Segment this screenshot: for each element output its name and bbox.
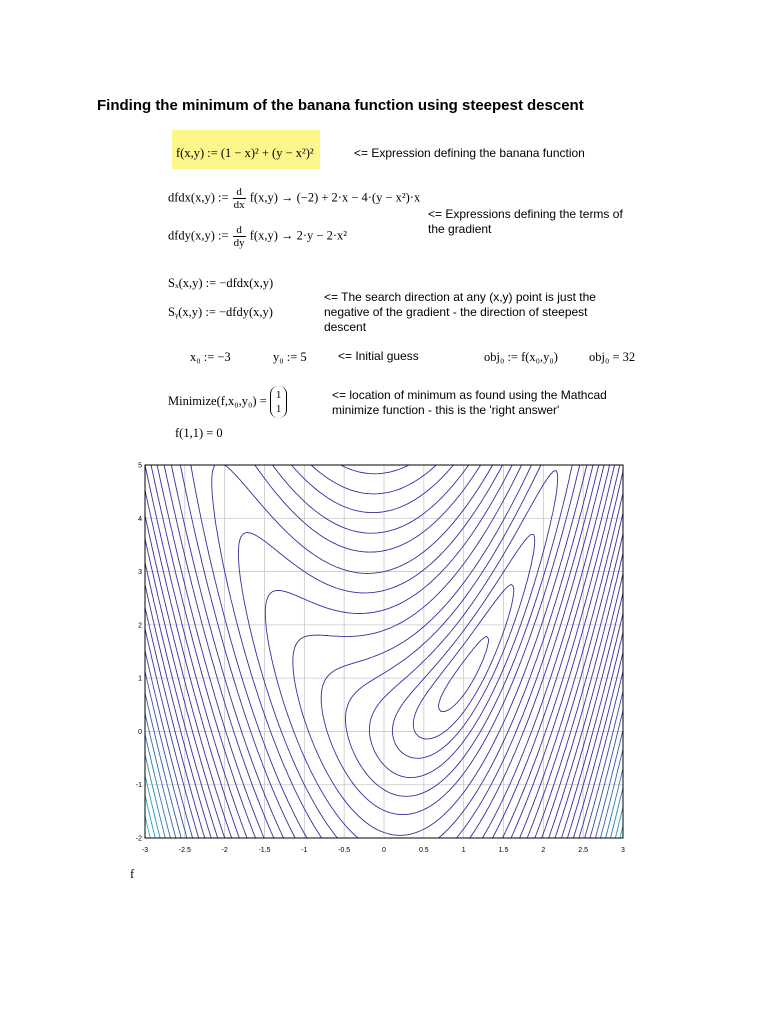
y-tick-label: -2 — [135, 835, 142, 843]
gradient-note: <= Expressions defining the terms of the gradient — [428, 207, 623, 236]
d-num-2: d — [233, 224, 246, 237]
f-def-note: <= Expression defining the banana function — [354, 146, 585, 160]
dfdy-lhs: dfdy(x,y) := — [168, 228, 229, 243]
x-tick-label: -2.5 — [178, 847, 191, 854]
f-def-text: f(x,y) := (1 − x)² + (y − x²)² — [176, 146, 314, 160]
x-tick-label: -1.5 — [258, 847, 271, 854]
dfdy-rhs: f(x,y) → 2·y − 2·x² — [249, 228, 348, 243]
x-tick-label: -2 — [221, 847, 228, 854]
x-tick-label: 3 — [621, 847, 625, 854]
contour-plot — [128, 458, 638, 860]
page-title: Finding the minimum of the banana function using steepest descent — [97, 97, 584, 114]
obj0-definition: obj₀ := f(x₀,y₀) — [484, 350, 558, 364]
x-tick-label: 0.5 — [418, 847, 429, 854]
minimum-vector — [270, 386, 288, 418]
banana-function-definition — [172, 130, 320, 169]
f-at-minimum: f(1,1) = 0 — [175, 426, 223, 440]
d-dx-fraction — [233, 186, 246, 211]
y-tick-label: -1 — [135, 782, 142, 790]
x-tick-label: -0.5 — [338, 847, 351, 854]
x-tick-label: -1 — [301, 847, 308, 854]
x0-definition: x₀ := −3 — [190, 350, 231, 364]
x-tick-label: 1.5 — [498, 847, 509, 854]
dfdx-rhs: f(x,y) → (−2) + 2·x − 4·(y − x²)·x — [249, 190, 421, 205]
y-tick-label: 4 — [138, 515, 142, 523]
y-tick-label: 1 — [138, 675, 142, 683]
initial-guess-note: <= Initial guess — [338, 349, 419, 363]
minimize-result — [168, 386, 287, 418]
dfdx-lhs: dfdx(x,y) := — [168, 190, 229, 205]
min-x: 1 — [275, 389, 282, 401]
y-tick-label: 0 — [138, 728, 142, 736]
obj0-value: obj₀ = 32 — [589, 350, 636, 364]
x-axis-ticks — [142, 847, 625, 854]
x-tick-label: 1 — [461, 847, 466, 854]
x-tick-label: -3 — [141, 847, 149, 854]
dfdx-definition — [168, 186, 420, 211]
x-tick-label: 2 — [541, 847, 546, 854]
y-tick-label: 2 — [138, 622, 142, 630]
d-dy-fraction — [233, 224, 246, 249]
x-tick-label: 2.5 — [578, 847, 589, 854]
sx-definition: Sₓ(x,y) := −dfdx(x,y) — [168, 276, 274, 290]
y-tick-label: 5 — [138, 462, 142, 470]
y0-definition: y₀ := 5 — [273, 350, 307, 364]
minimize-lhs: Minimize(f,x₀,y₀) = — [168, 393, 267, 408]
dy-den: dy — [233, 237, 245, 249]
x-tick-label: 0 — [382, 847, 386, 854]
minimize-note: <= location of minimum as found using the Mathcad minimize function - this is the 'right answer' — [332, 388, 607, 417]
sy-definition: Sᵧ(x,y) := −dfdy(x,y) — [168, 305, 273, 319]
dx-den: dx — [233, 199, 245, 211]
dfdy-definition — [168, 224, 347, 249]
min-y: 1 — [275, 403, 282, 415]
y-axis-ticks — [136, 463, 142, 843]
plot-label: f — [130, 867, 135, 881]
d-num: d — [233, 186, 246, 199]
direction-note: <= The search direction at any (x,y) point is just the negative of the gradient - the direction of steepest descent — [324, 290, 596, 334]
y-tick-label: 3 — [138, 569, 142, 577]
